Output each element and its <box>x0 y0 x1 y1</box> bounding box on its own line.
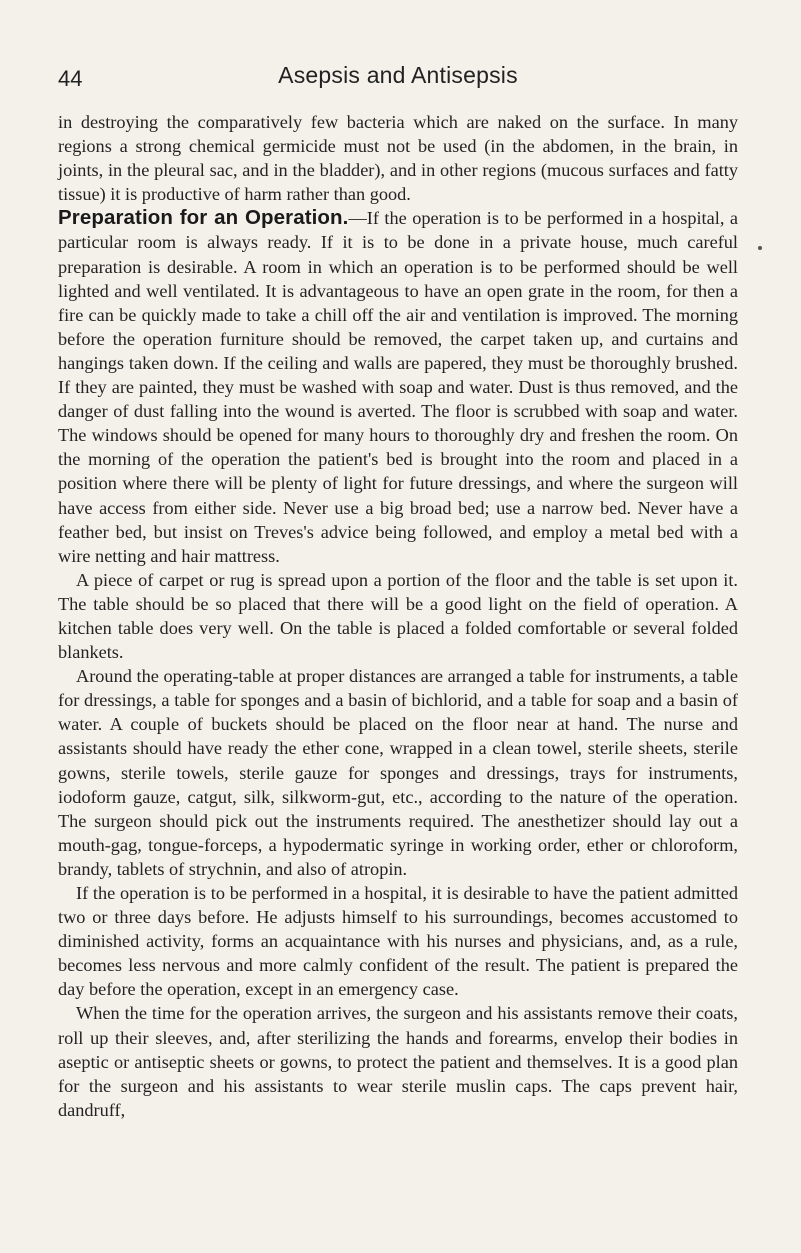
running-title: Asepsis and Antisepsis <box>278 62 518 88</box>
page-header <box>58 62 738 96</box>
paragraph-6: When the time for the operation arrives, the surgeon and his assistants remove their coats, roll up their sleeves, and, after sterilizing the hands and forearms, envelop their bodies in aseptic or antiseptic sheets or gowns, to protect the patient and themselves. It is a good plan for the surgeon and his assistants to wear sterile muslin caps. The caps prevent hair, dandruff, <box>58 1003 738 1120</box>
section-heading: Preparation for an Operation. <box>58 206 349 230</box>
paragraph-5: If the operation is to be performed in a hospital, it is desirable to have the patient admitted two or three days before. He adjusts himself to his surroundings, becomes accustomed to diminished activity, forms an acquaintance with his nurses and physicians, and, as a rule, becomes less nervous and more calmly confident of the result. The patient is prepared the day before the operation, except in an emergency case. <box>58 883 738 1000</box>
margin-speck <box>758 246 762 250</box>
paragraph-2 <box>58 206 738 567</box>
paragraph-2-text: —If the operation is to be performed in a hospital, a particular room is always ready. If it is to be done in a private house, much careful preparation is desirable. A room in which an operation is to be performed should be well lighted and well ventilated. It is advantageous to have an open grate in the room, for then a fire can be quickly made to take a chill off the air and ventilation is improved. The morning before the operation furniture should be removed, the carpet taken up, and curtains and hangings taken down. If the ceiling and walls are papered, they must be thoroughly brushed. If they are painted, they must be washed with soap and water. Dust is thus removed, and the danger of dust falling into the wound is averted. The floor is scrubbed with soap and water. The windows should be opened for many hours to thoroughly dry and freshen the room. On the morning of the operation the patient's bed is brought into the room and placed in a position where there will be plenty of light for future dressings, and where the surgeon will have access from either side. Never use a big broad bed; use a narrow bed. Never have a feather bed, but insist on Treves's advice being followed, and employ a metal bed with a wire netting and hair mattress. <box>58 208 738 566</box>
paragraph-3: A piece of carpet or rug is spread upon a portion of the floor and the table is set upon it. The table should be so placed that there will be a good light on the field of operation. A kitchen table does very well. On the table is placed a folded comfortable or several folded blankets. <box>58 569 738 663</box>
paragraph-1: in destroying the comparatively few bacteria which are naked on the surface. In many regions a strong chemical germicide must not be used (in the abdomen, in the brain, in joints, in the pleural sac, and in the bladder), and in other regions (mucous surfaces and fatty tissue) it is productive of harm rather than good. <box>58 112 738 205</box>
paragraph-4: Around the operating-table at proper distances are arranged a table for instruments, a table for dressings, a table for sponges and a basin of bichlorid, and a table for soap and a basin of water. A couple of buckets should be placed on the floor near at hand. The nurse and assistants should have ready the ether cone, wrapped in a clean towel, sterile sheets, sterile gowns, sterile towels, sterile gauze for sponges and dressings, trays for instruments, iodoform gauze, catgut, silk, silkworm-gut, etc., according to the nature of the operation. The surgeon should pick out the instruments required. The anesthetizer should lay out a mouth-gag, tongue-forceps, a hypodermatic syringe in working order, ether or chloroform, brandy, tablets of strychnin, and also of atropin. <box>58 666 738 879</box>
page-number: 44 <box>58 66 83 91</box>
body-text <box>58 110 738 1122</box>
